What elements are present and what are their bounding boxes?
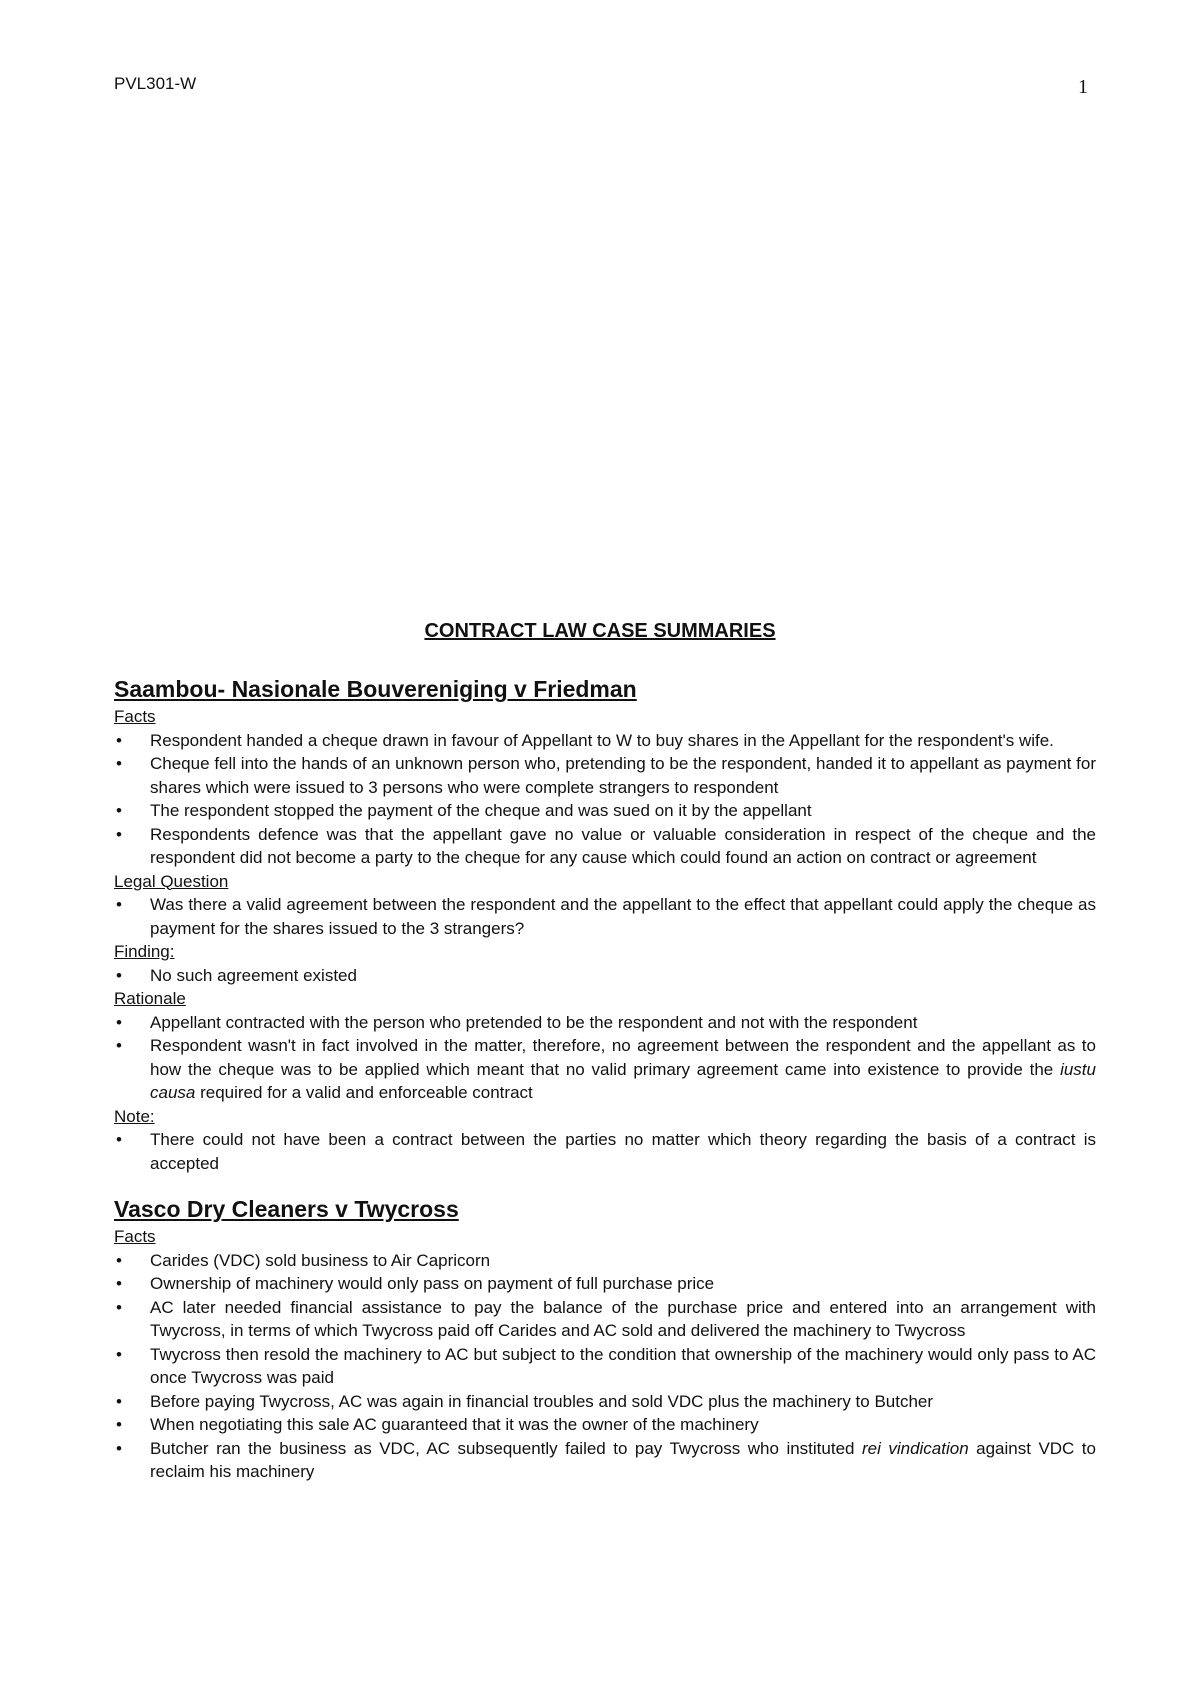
rationale-list	[114, 1011, 1096, 1105]
list-item: • Respondents defence was that the appellant gave no value or valuable consideration in respect of the cheque and the respondent did not become a party to the cheque for any cause which could found an action on contract or agreement	[114, 823, 1096, 870]
list-item: • Carides (VDC) sold business to Air Capricorn	[114, 1249, 1096, 1273]
list-item: • No such agreement existed	[114, 964, 1096, 988]
list-item: • When negotiating this sale AC guaranteed that it was the owner of the machinery	[114, 1413, 1096, 1437]
page-number: 1	[1078, 76, 1088, 98]
case-title-vasco: Vasco Dry Cleaners v Twycross	[114, 1196, 459, 1222]
rationale-text: Respondent wasn't in fact involved in the matter, therefore, no agreement between the respondent and the appellant as to how the cheque was to be applied which meant that no valid primary agreement came into existence to provide the	[150, 1036, 1096, 1079]
list-item: • Respondent handed a cheque drawn in favour of Appellant to W to buy shares in the Appellant for the respondent's wife.	[114, 729, 1096, 753]
list-item	[114, 1437, 1096, 1484]
list-item: • Ownership of machinery would only pass on payment of full purchase price	[114, 1272, 1096, 1296]
list-item: • Cheque fell into the hands of an unknown person who, pretending to be the respondent, handed it to appellant as payment for shares which were issued to 3 persons who were complete strangers to respondent	[114, 752, 1096, 799]
legal-question-list	[114, 893, 1096, 940]
facts-list	[114, 729, 1096, 870]
latin-term: rei vindication	[861, 1438, 969, 1458]
fact-text-end: against VDC to reclaim his machinery	[150, 1438, 1096, 1481]
list-item: • Twycross then resold the machinery to AC but subject to the condition that ownership of the machinery would only pass to AC once Twycross was paid	[114, 1343, 1096, 1390]
facts-heading: Facts	[114, 1227, 156, 1246]
list-item: • There could not have been a contract between the parties no matter which theory regarding the basis of a contract is accepted	[114, 1128, 1096, 1175]
facts-list	[114, 1249, 1096, 1484]
finding-heading: Finding:	[114, 942, 175, 961]
list-item: • AC later needed financial assistance to pay the balance of the purchase price and entered into an arrangement with Twycross, in terms of which Twycross paid off Carides and AC sold and delivered the machinery to Twycross	[114, 1296, 1096, 1343]
finding-list	[114, 964, 1096, 988]
document-title: CONTRACT LAW CASE SUMMARIES	[424, 620, 776, 642]
document-body	[114, 675, 1096, 1484]
rationale-heading: Rationale	[114, 989, 186, 1008]
facts-heading: Facts	[114, 707, 156, 726]
list-item: • Appellant contracted with the person who pretended to be the respondent and not with the respondent	[114, 1011, 1096, 1035]
list-item: • Was there a valid agreement between the respondent and the appellant to the effect that appellant could apply the cheque as payment for the shares issued to the 3 strangers?	[114, 893, 1096, 940]
course-code: PVL301-W	[114, 74, 197, 93]
list-item: • Before paying Twycross, AC was again in financial troubles and sold VDC plus the machinery to Butcher	[114, 1390, 1096, 1414]
case-title-saambou: Saambou- Nasionale Bouvereniging v Friedman	[114, 676, 637, 702]
note-heading: Note:	[114, 1106, 155, 1126]
fact-text: Butcher ran the business as VDC, AC subsequently failed to pay Twycross who instituted	[150, 1438, 862, 1458]
list-item	[114, 1034, 1096, 1105]
note-list	[114, 1128, 1096, 1175]
latin-term: iustu causa	[150, 1059, 1096, 1102]
list-item: • The respondent stopped the payment of the cheque and was sued on it by the appellant	[114, 799, 1096, 823]
rationale-text-end: required for a valid and enforceable contract	[195, 1083, 533, 1102]
legal-question-heading: Legal Question	[114, 871, 229, 891]
